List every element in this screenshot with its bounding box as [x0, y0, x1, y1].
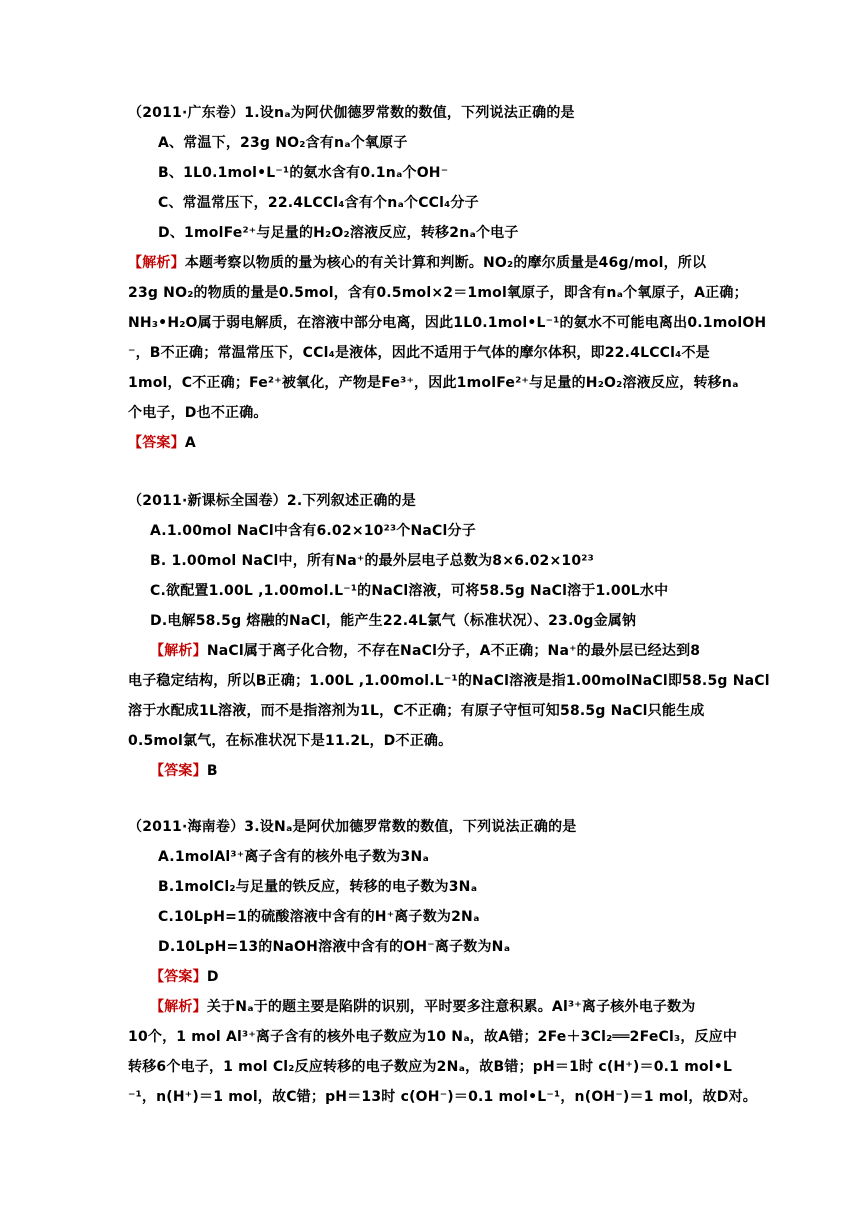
- q3-analysis-label: 【解析】: [150, 999, 207, 1015]
- q3-option-b: B.1molCl₂与足量的铁反应，转移的电子数为3Nₐ: [158, 879, 478, 895]
- q3-analysis-line-2: 10个，1 mol Al³⁺离子含有的核外电子数应为10 Nₐ，故A错；2Fe＋3Cl₂══2FeCl₃，反应中: [128, 1029, 738, 1045]
- q2-heading: （2011·新课标全国卷）2.下列叙述正确的是: [128, 493, 416, 509]
- q3-analysis-line-3: 转移6个电子，1 mol Cl₂反应转移的电子数应为2Nₐ，故B错；pH＝1时 c(H⁺)＝0.1 mol•L: [128, 1059, 733, 1075]
- q1-option-a: A、常温下，23g NO₂含有nₐ个氧原子: [158, 135, 408, 151]
- q2-analysis-line-2: 电子稳定结构，所以B正确；1.00L ,1.00mol.L⁻¹的NaCl溶液是指1.00molNaCl即58.5g NaCl: [128, 673, 770, 689]
- q2-analysis-line-3: 溶于水配成1L溶液，而不是指溶剂为1L，C不正确；有原子守恒可知58.5g NaCl只能生成: [128, 703, 705, 719]
- q3-answer: [150, 967, 219, 987]
- q1-analysis-line-1: 【解析】本题考察以物质的量为核心的有关计算和判断。NO₂的摩尔质量是46g/mol，所以: [128, 255, 707, 271]
- q2-option-c: C.欲配置1.00L ,1.00mol.L⁻¹的NaCl溶液，可将58.5g NaCl溶于1.00L水中: [150, 583, 669, 599]
- q3-answer-label: 【答案】: [150, 969, 207, 985]
- q1-analysis-line-6: 个电子，D也不正确。: [128, 405, 268, 421]
- q1-analysis-line-2: 23g NO₂的物质的量是0.5mol，含有0.5mol×2＝1mol氧原子，即含有nₐ个氧原子，A正确；: [128, 285, 748, 301]
- q2-answer-label: 【答案】: [150, 763, 207, 779]
- q2-answer: [150, 761, 218, 781]
- q1-analysis-line-5: 1mol，C不正确；Fe²⁺被氧化，产物是Fe³⁺，因此1molFe²⁺与足量的H₂O₂溶液反应，转移nₐ: [128, 375, 739, 391]
- q1-answer: [128, 433, 196, 453]
- q2-option-a: A.1.00mol NaCl中含有6.02×10²³个NaCl分子: [150, 523, 476, 539]
- q1-option-b: B、1L0.1mol•L⁻¹的氨水含有0.1nₐ个OH⁻: [158, 165, 449, 181]
- q2-answer-value: B: [206, 763, 218, 779]
- q3-option-a: A.1molAl³⁺离子含有的核外电子数为3Nₐ: [158, 849, 429, 865]
- q3-option-c: C.10LpH=1的硫酸溶液中含有的H⁺离子数为2Nₐ: [158, 909, 480, 925]
- q2-option-d: D.电解58.5g 熔融的NaCl，能产生22.4L氯气（标准状况）、23.0g金属钠: [150, 613, 637, 629]
- q3-analysis-line-1: 【解析】关于Nₐ于的题主要是陷阱的识别，平时要多注意积累。Al³⁺离子核外电子数为: [150, 999, 696, 1015]
- q3-analysis-line-4: ⁻¹，n(H⁺)＝1 mol，故C错；pH＝13时 c(OH⁻)＝0.1 mol•L⁻¹，n(OH⁻)＝1 mol，故D对。: [128, 1089, 757, 1105]
- q1-heading: （2011·广东卷）1.设nₐ为阿伏伽德罗常数的数值，下列说法正确的是: [128, 105, 575, 121]
- q1-analysis-line-3: NH₃•H₂O属于弱电解质，在溶液中部分电离，因此1L0.1mol•L⁻¹的氨水不可能电离出0.1molOH: [128, 315, 767, 331]
- q3-heading: （2011·海南卷）3.设Nₐ是阿伏加德罗常数的数值，下列说法正确的是: [128, 819, 577, 835]
- q1-answer-label: 【答案】: [128, 435, 185, 451]
- q1-option-d: D、1molFe²⁺与足量的H₂O₂溶液反应，转移2nₐ个电子: [158, 225, 519, 241]
- q1-answer-value: A: [184, 435, 196, 451]
- q2-analysis-label: 【解析】: [150, 643, 207, 659]
- q3-option-d: D.10LpH=13的NaOH溶液中含有的OH⁻离子数为Nₐ: [158, 939, 511, 955]
- q1-analysis-label: 【解析】: [128, 255, 185, 271]
- q1-analysis-line-4: ⁻，B不正确；常温常压下，CCl₄是液体，因此不适用于气体的摩尔体积，即22.4LCCl₄不是: [128, 345, 710, 361]
- q2-analysis-line-4: 0.5mol氯气，在标准状况下是11.2L，D不正确。: [128, 733, 453, 749]
- q3-answer-value: D: [206, 969, 219, 985]
- q2-option-b: B. 1.00mol NaCl中，所有Na⁺的最外层电子总数为8×6.02×10²³: [150, 553, 594, 569]
- q1-option-c: C、常温常压下，22.4LCCl₄含有个nₐ个CCl₄分子: [158, 195, 479, 211]
- q2-analysis-line-1: 【解析】NaCl属于离子化合物，不存在NaCl分子，A不正确；Na⁺的最外层已经达到8: [150, 643, 701, 659]
